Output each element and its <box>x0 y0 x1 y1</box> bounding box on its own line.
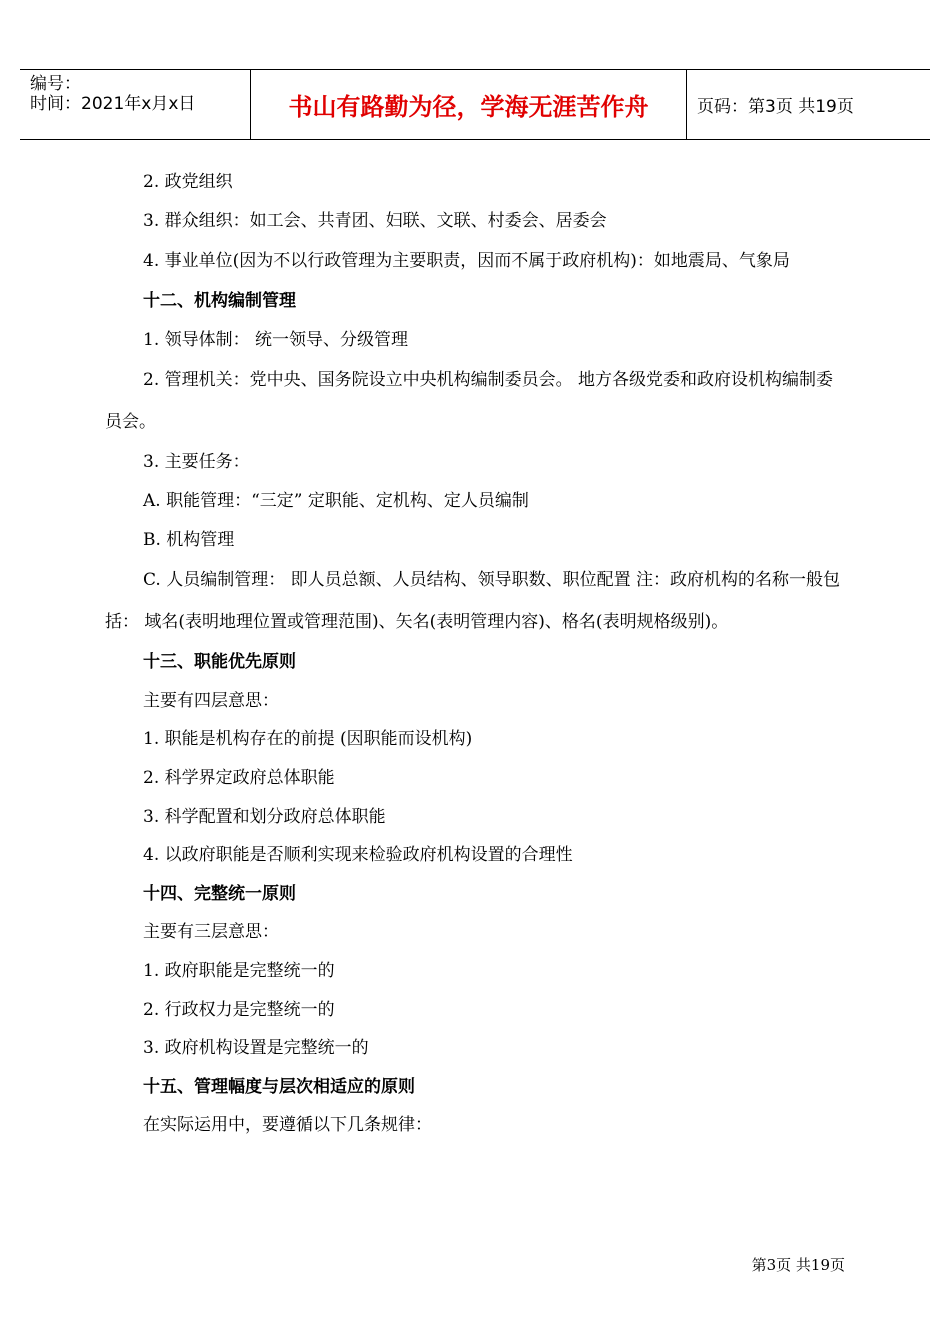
list-item: C. 人员编制管理： 即人员总额、人员结构、领导职数、职位配置 注：政府机构的名称一般包括： 域名(表明地理位置或管理范围)、矢名(表明管理内容)、格名(表明规格级别)。 <box>105 570 841 633</box>
paragraph: 主要有三层意思： <box>143 922 279 943</box>
list-item: 1. 领导体制： 统一领导、分级管理 <box>143 329 409 350</box>
list-item: 1. 职能是机构存在的前提 (因职能而设机构) <box>143 729 473 750</box>
list-item: 1. 政府职能是完整统一的 <box>143 960 335 981</box>
page-footer: 第3页 共19页 <box>751 1256 845 1274</box>
document-body <box>105 163 847 1145</box>
document-number-label: 编号： <box>30 74 81 94</box>
paragraph: 在实际运用中，要遵循以下几条规律： <box>143 1115 432 1136</box>
list-item: 3. 群众组织：如工会、共青团、妇联、文联、村委会、居委会 <box>143 210 607 231</box>
list-item: 2. 行政权力是完整统一的 <box>143 999 335 1020</box>
list-item: 3. 主要任务： <box>143 452 250 473</box>
list-item: 2. 政党组织 <box>143 172 233 192</box>
list-item: B. 机构管理 <box>143 529 235 550</box>
list-item: A. 职能管理：“三定” 定职能、定机构、定人员编制 <box>143 490 529 511</box>
list-item: 3. 科学配置和划分政府总体职能 <box>143 806 386 827</box>
page-header <box>20 69 930 140</box>
paragraph: 主要有四层意思： <box>143 690 279 711</box>
header-meta <box>20 70 251 139</box>
section-heading: 十二、机构编制管理 <box>143 291 296 312</box>
list-item: 3. 政府机构设置是完整统一的 <box>143 1038 369 1059</box>
list-item: 2. 科学界定政府总体职能 <box>143 767 335 788</box>
header-motto: 书山有路勤为径，学海无涯苦作舟 <box>251 70 687 139</box>
section-heading: 十三、职能优先原则 <box>143 652 296 673</box>
list-item: 2. 管理机关：党中央、国务院设立中央机构编制委员会。 地方各级党委和政府设机构编制委员会。 <box>105 370 834 433</box>
list-item: 4. 事业单位(因为不以行政管理为主要职责，因而不属于政府机构)：如地震局、气象局 <box>143 251 790 272</box>
section-heading: 十四、完整统一原则 <box>143 883 296 904</box>
section-heading: 十五、管理幅度与层次相适应的原则 <box>143 1076 415 1097</box>
header-page-info: 页码：第3页 共19页 <box>697 97 854 117</box>
list-item: 4. 以政府职能是否顺利实现来检验政府机构设置的合理性 <box>143 845 573 866</box>
document-time-label: 时间：2021年x月x日 <box>30 94 196 114</box>
